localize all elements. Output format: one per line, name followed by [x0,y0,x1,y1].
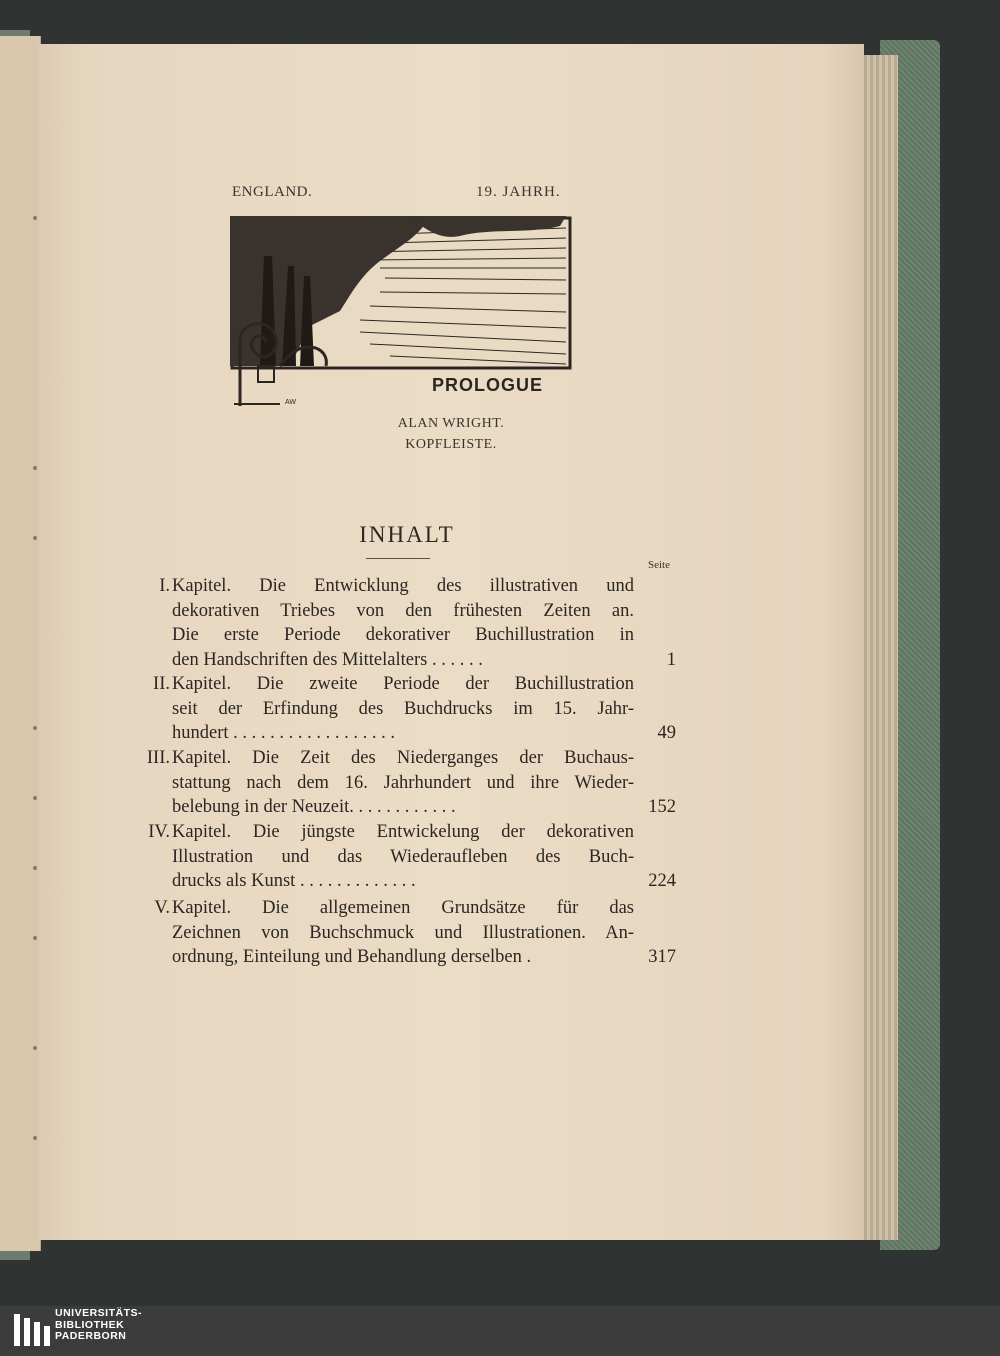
chapter-page: 1 [666,649,676,670]
chapter-title-line: ordnung, Einteilung und Behandlung derselben . [172,947,532,967]
chapter-title-line: hundert . . . . . . . . . . . . . . . . . . [172,723,396,743]
chapter-title [172,574,634,672]
svg-text:AW: AW [285,399,297,406]
chapter-title-line: den Handschriften des Mittelalters . . . . . . [172,649,483,670]
chapter-title [172,820,634,894]
library-logo-icon [12,1310,52,1350]
chapter-page: 152 [648,797,676,817]
chapter-title-line: seit der Erfindung des Buchdrucks im 15. Jahr- [172,698,634,719]
caption-artist: ALAN WRIGHT. [397,416,505,431]
chapter-title-line: Kapitel. Die jüngste Entwickelung der dekorativen [172,822,634,842]
logo-line: UNIVERSITÄTS- [55,1307,143,1319]
chapter-page: 49 [657,723,676,743]
chapter-number: IV. [148,822,170,842]
svg-text:PROLOGUE: PROLOGUE [432,375,544,395]
page-column-label: Seite [648,559,670,571]
chapter-title-line: Zeichnen von Buchschmuck und Illustrationen. An- [172,922,634,943]
chapter-title-line: Kapitel. Die allgemeinen Grundsätze für das [172,898,634,918]
library-logo-text [55,1308,142,1343]
chapter-title-line: dekorativen Triebes von den frühesten Zeiten an. [172,600,634,621]
library-footer [0,1306,1000,1356]
chapter-title-line: Kapitel. Die zweite Periode der Buchillustration [172,674,634,694]
chapter-title-line: stattung nach dem 16. Jahrhundert und ihre Wieder- [172,772,634,793]
caption-type: KOPFLEISTE. [405,437,497,452]
chapter-number: II. [153,674,170,694]
logo-line: BIBLIOTHEK [55,1318,125,1331]
headpiece-illustration [230,216,576,412]
chapter-title-line: Illustration und das Wiederaufleben des Buch- [172,846,634,867]
toc-title: INHALT [359,522,455,547]
running-head-left: ENGLAND. [232,184,313,200]
chapter-title-line: Kapitel. Die Zeit des Niederganges der Buchaus- [172,748,634,768]
logo-line: PADERBORN [55,1330,127,1342]
chapter-title [172,746,634,820]
running-head-right: 19. JAHRH. [476,184,561,200]
chapter-number: III. [146,748,170,768]
chapter-page: 224 [648,871,676,891]
chapter-page: 317 [648,947,676,967]
chapter-title [172,672,634,746]
title-rule [366,558,430,559]
book-page [38,44,864,1240]
chapter-title-line: belebung in der Neuzeit. . . . . . . . . . . . [172,797,456,817]
chapter-title-line: drucks als Kunst . . . . . . . . . . . . . [172,871,416,891]
chapter-title-line: Kapitel. Die Entwicklung des illustrativen und [172,576,634,596]
chapter-title [172,896,634,970]
chapter-number: I. [159,576,170,596]
chapter-number: V. [154,898,170,918]
chapter-title-line: Die erste Periode dekorativer Buchillustration in [172,625,634,645]
page-edges [858,55,898,1240]
